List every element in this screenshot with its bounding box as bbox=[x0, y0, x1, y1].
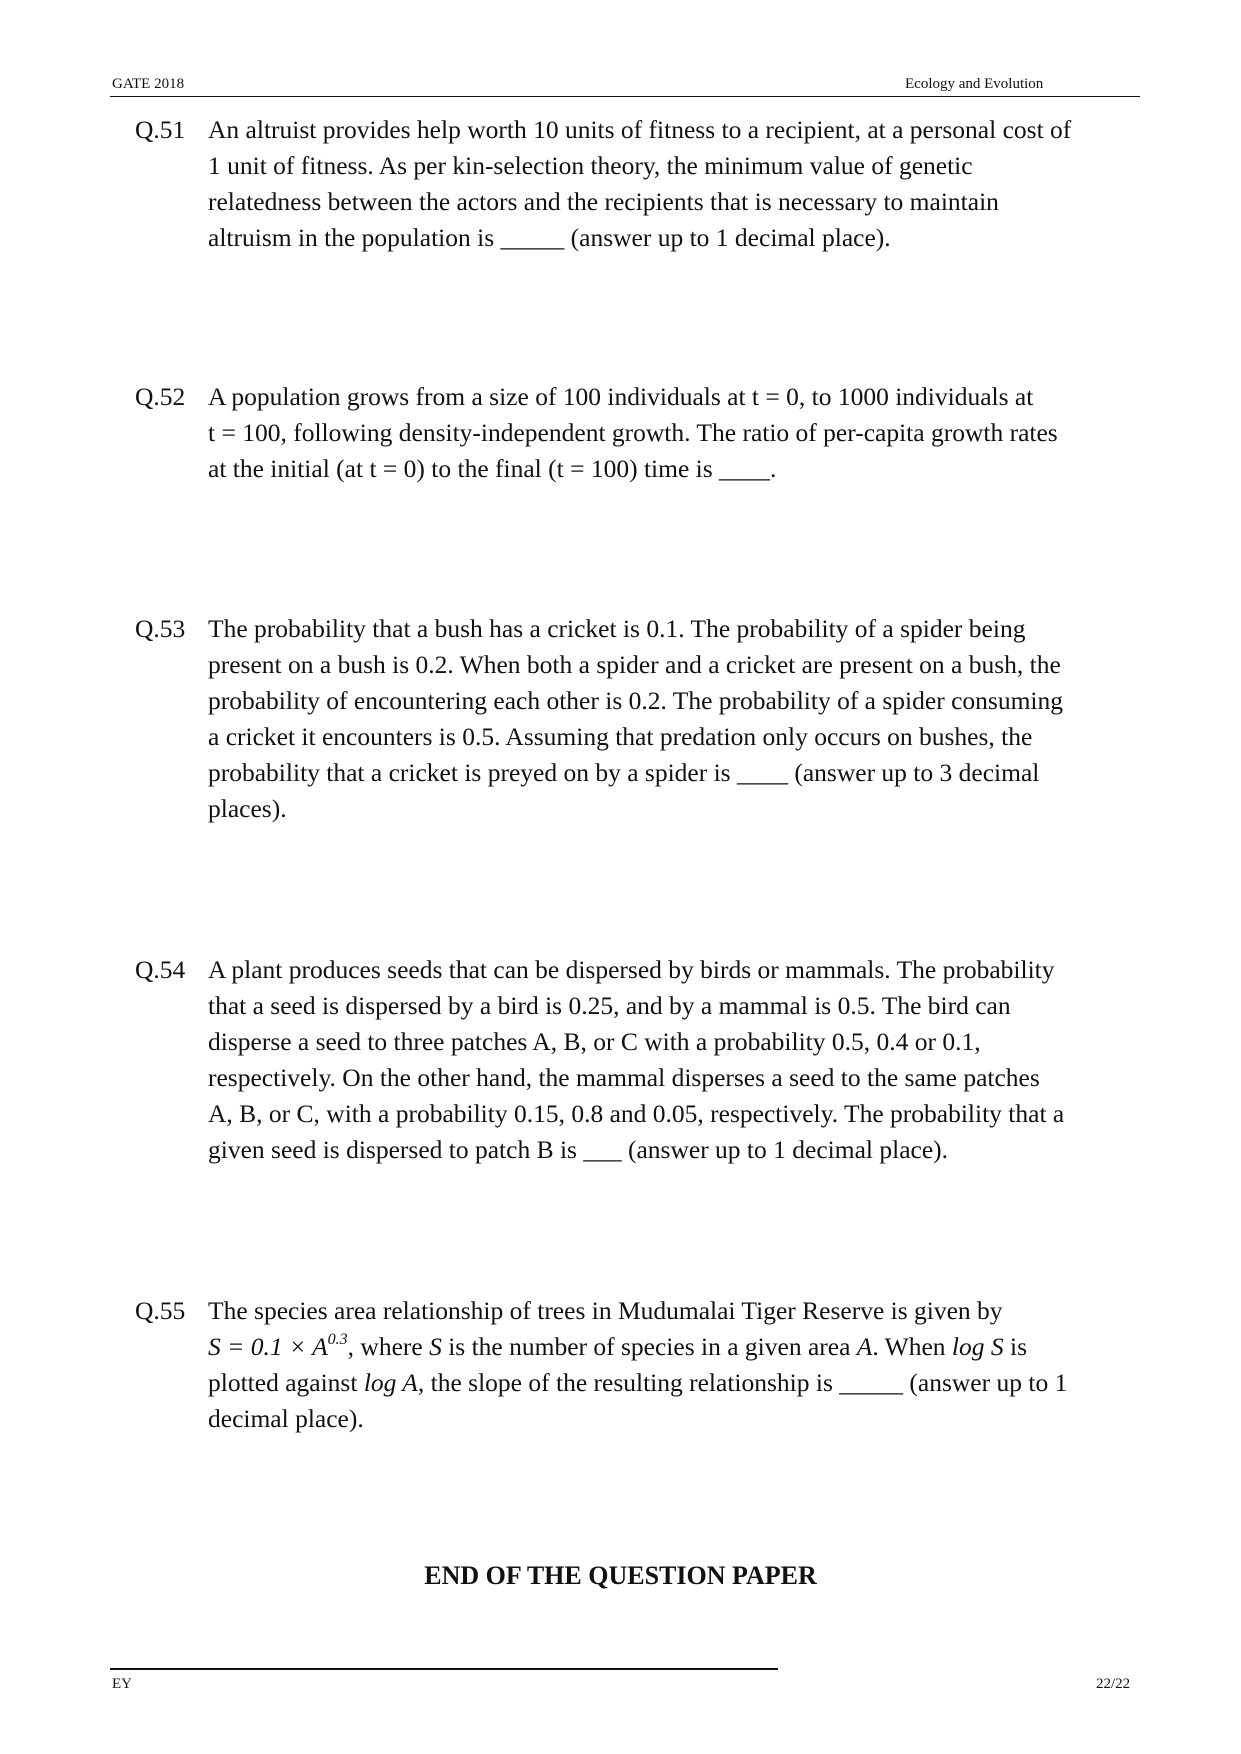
question-line: disperse a seed to three patches A, B, or C with a probability 0.5, 0.4 or 0.1, bbox=[208, 1027, 981, 1056]
question-line: The probability that a bush has a cricket is 0.1. The probability of a spider being bbox=[208, 614, 1026, 643]
equation: S = 0.1 × A bbox=[208, 1332, 328, 1361]
question-line: respectively. On the other hand, the mammal disperses a seed to the same patches bbox=[208, 1063, 1040, 1092]
text: plotted against bbox=[208, 1368, 364, 1397]
question-line bbox=[208, 1329, 1067, 1365]
question-line bbox=[208, 1365, 1067, 1401]
text: the slope of the resulting relationship is _____ (answer up to 1 bbox=[424, 1368, 1068, 1397]
footer-divider bbox=[110, 1668, 778, 1670]
variable: S bbox=[429, 1332, 442, 1361]
header-left: GATE 2018 bbox=[112, 76, 185, 92]
question-line: A plant produces seeds that can be dispersed by birds or mammals. The probability bbox=[208, 955, 1055, 984]
question-line: that a seed is dispersed by a bird is 0.25, and by a mammal is 0.5. The bird can bbox=[208, 991, 1011, 1020]
page-number: 22/22 bbox=[1096, 1676, 1131, 1692]
text: , where bbox=[347, 1332, 430, 1361]
question-line: at the initial (at t = 0) to the final (t = 100) time is ____. bbox=[208, 454, 777, 483]
question-line: given seed is dispersed to patch B is ___ (answer up to 1 decimal place). bbox=[208, 1135, 949, 1164]
variable: A bbox=[856, 1332, 873, 1361]
text: . When bbox=[872, 1332, 952, 1361]
question-line: An altruist provides help worth 10 units of fitness to a recipient, at a personal cost of bbox=[208, 115, 1072, 144]
equation-exponent: 0.3 bbox=[327, 1331, 348, 1348]
question-line: 1 unit of fitness. As per kin-selection theory, the minimum value of genetic bbox=[208, 151, 973, 180]
header-right: Ecology and Evolution bbox=[905, 76, 1044, 92]
text: is the number of species in a given area bbox=[441, 1332, 857, 1361]
question-line: altruism in the population is _____ (answer up to 1 decimal place). bbox=[208, 223, 891, 252]
footer-left: EY bbox=[112, 1676, 132, 1692]
question-line: present on a bush is 0.2. When both a spider and a cricket are present on a bush, the bbox=[208, 650, 1061, 679]
question-line: places). bbox=[208, 794, 287, 823]
text: is bbox=[1003, 1332, 1028, 1361]
question-line: The species area relationship of trees in Mudumalai Tiger Reserve is given by bbox=[208, 1296, 1003, 1325]
question-line: A population grows from a size of 100 individuals at t = 0, to 1000 individuals at bbox=[208, 382, 1034, 411]
question-number: Q.53 bbox=[135, 614, 186, 643]
question-line: t = 100, following density-independent growth. The ratio of per-capita growth rates bbox=[208, 418, 1058, 447]
question-line: a cricket it encounters is 0.5. Assuming that predation only occurs on bushes, the bbox=[208, 722, 1033, 751]
header-divider bbox=[110, 96, 1140, 97]
question-line: probability of encountering each other is 0.2. The probability of a spider consuming bbox=[208, 686, 1063, 715]
question-line: probability that a cricket is preyed on by a spider is ____ (answer up to 3 decimal bbox=[208, 758, 1040, 787]
question-number: Q.52 bbox=[135, 382, 186, 411]
question-line: A, B, or C, with a probability 0.15, 0.8 and 0.05, respectively. The probability that a bbox=[208, 1099, 1065, 1128]
end-of-paper: END OF THE QUESTION PAPER bbox=[424, 1561, 817, 1590]
question-number: Q.55 bbox=[135, 1296, 186, 1325]
question-number: Q.51 bbox=[135, 115, 186, 144]
variable: log A, bbox=[363, 1368, 425, 1397]
variable: log S bbox=[951, 1332, 1004, 1361]
question-line: decimal place). bbox=[208, 1404, 364, 1433]
question-number: Q.54 bbox=[135, 955, 186, 984]
question-line: relatedness between the actors and the recipients that is necessary to maintain bbox=[208, 187, 999, 216]
